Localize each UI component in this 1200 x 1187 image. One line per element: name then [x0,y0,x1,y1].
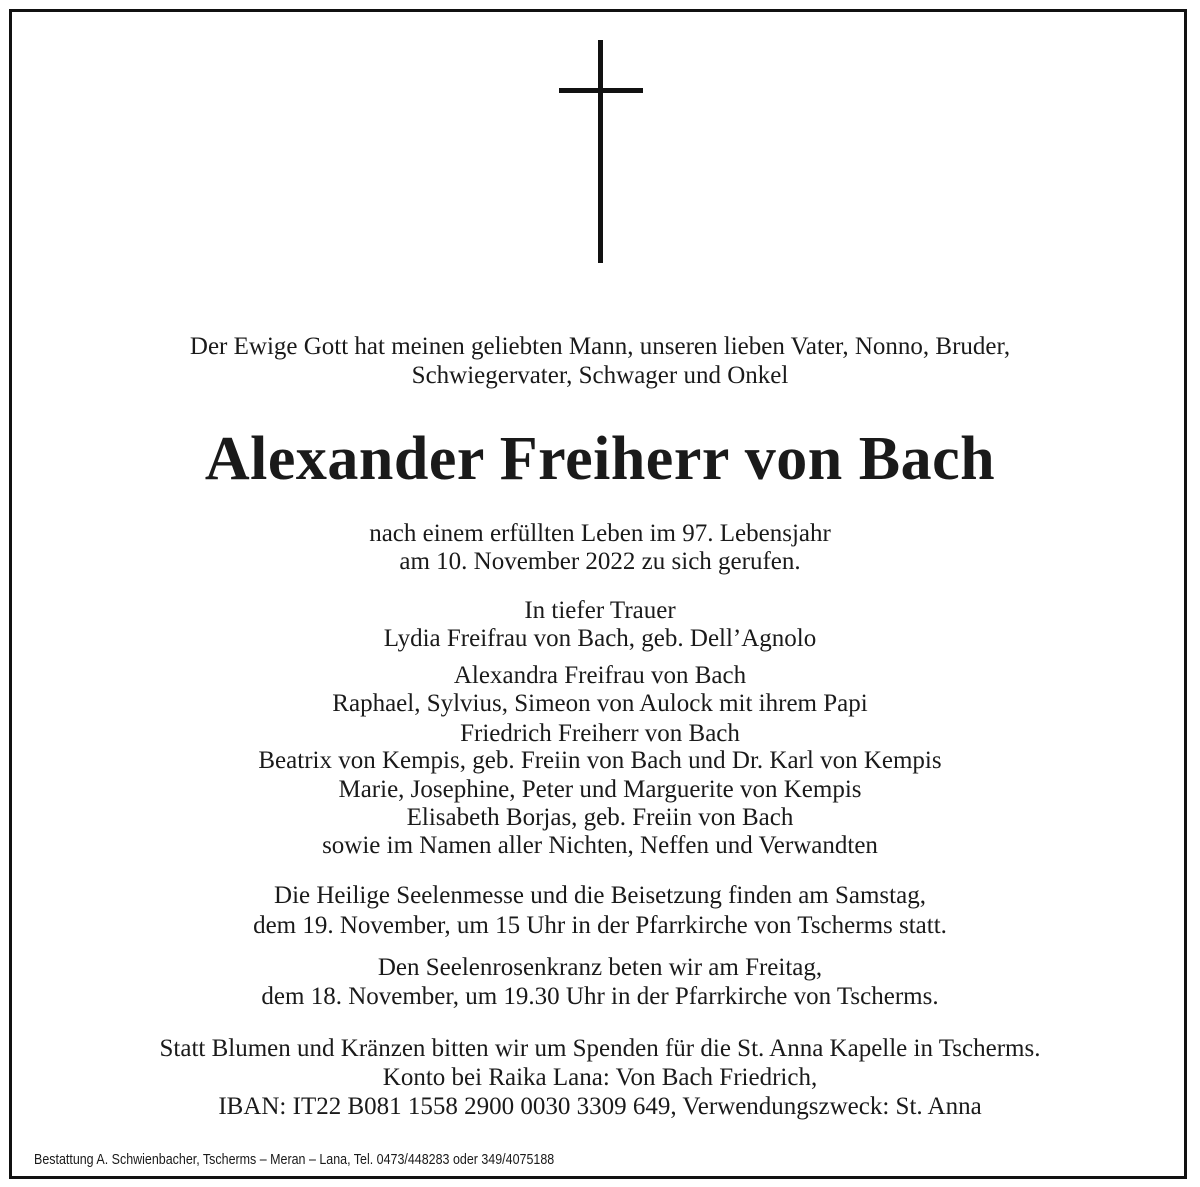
life-line-2: am 10. November 2022 zu sich gerufen. [399,548,801,575]
mourners-heading: In tiefer Trauer [524,597,676,624]
mourner-line: Raphael, Sylvius, Simeon von Aulock mit ihrem Papi [332,690,868,717]
mourner-line: Friedrich Freiherr von Bach [460,720,740,747]
mourner-line: Marie, Josephine, Peter und Marguerite von Kempis [338,776,862,803]
life-line-1: nach einem erfüllten Leben im 97. Lebensjahr [369,520,831,547]
undertaker-footer: Bestattung A. Schwienbacher, Tscherms – Meran – Lana, Tel. 0473/448283 oder 349/4075188 [34,1152,555,1168]
mourners-spouse: Lydia Freifrau von Bach, geb. Dell’Agnolo [383,625,817,652]
donation-line-1: Statt Blumen und Kränzen bitten wir um Spenden für die St. Anna Kapelle in Tscherms. [159,1035,1041,1062]
intro-line-1: Der Ewige Gott hat meinen geliebten Mann, unseren lieben Vater, Nonno, Bruder, [189,333,1011,360]
deceased-name: Alexander Freiherr von Bach [204,425,996,493]
mourner-line: Elisabeth Borjas, geb. Freiin von Bach [406,804,794,831]
mourner-line: Alexandra Freifrau von Bach [453,662,747,689]
donation-line-3: IBAN: IT22 B081 1558 2900 0030 3309 649, Verwendungszweck: St. Anna [218,1093,982,1120]
rosary-line-1: Den Seelenrosenkranz beten wir am Freitag, [377,954,823,981]
mourner-line: sowie im Namen aller Nichten, Neffen und Verwandten [322,832,878,859]
funeral-line-1: Die Heilige Seelenmesse und die Beisetzung finden am Samstag, [274,882,926,909]
funeral-line-2: dem 19. November, um 15 Uhr in der Pfarrkirche von Tscherms statt. [253,912,947,939]
intro-line-2: Schwiegervater, Schwager und Onkel [411,362,789,389]
donation-line-2: Konto bei Raika Lana: Von Bach Friedrich, [382,1064,818,1091]
mourner-line: Beatrix von Kempis, geb. Freiin von Bach und Dr. Karl von Kempis [258,747,942,774]
rosary-line-2: dem 18. November, um 19.30 Uhr in der Pfarrkirche von Tscherms. [261,983,939,1010]
